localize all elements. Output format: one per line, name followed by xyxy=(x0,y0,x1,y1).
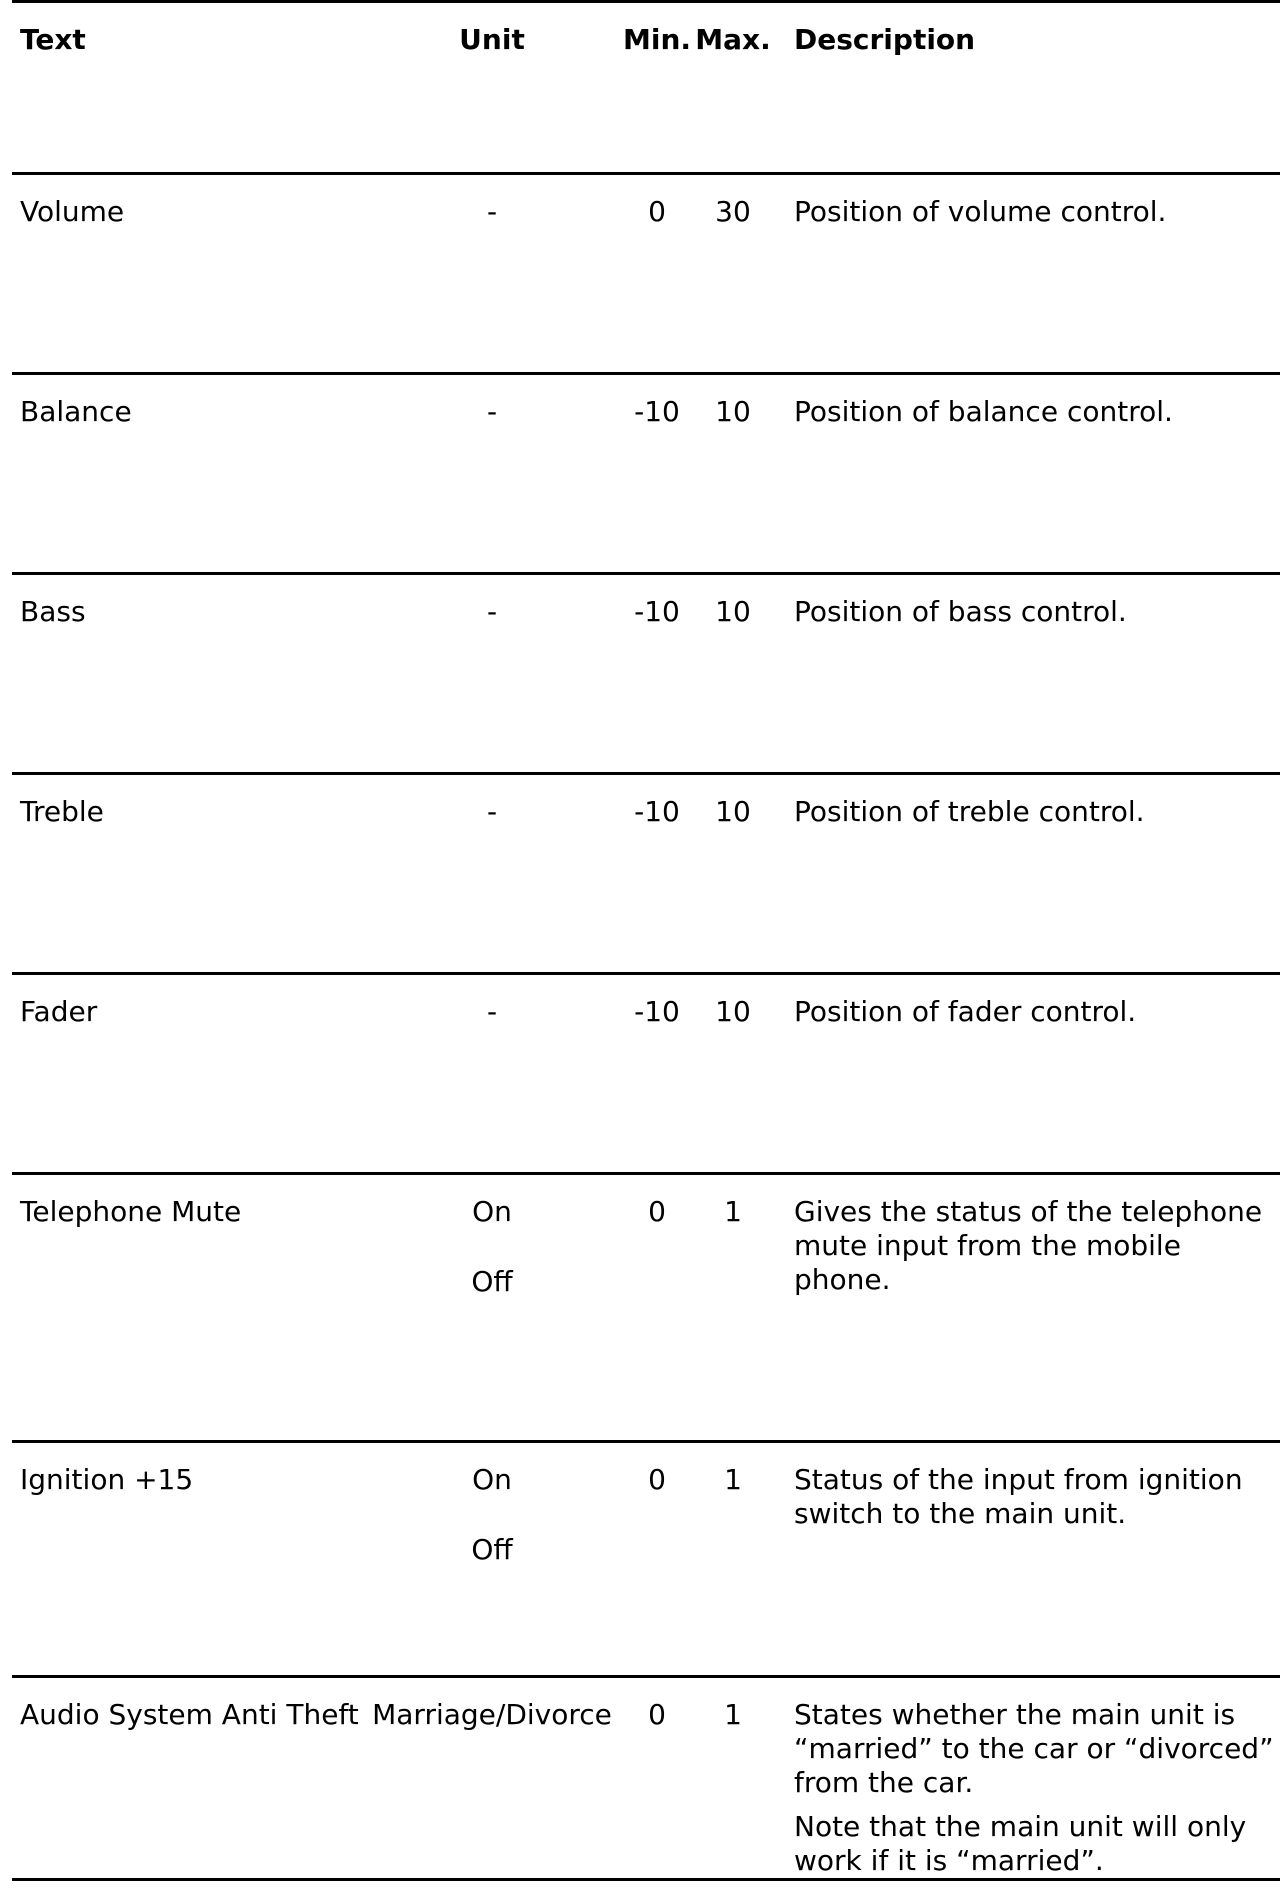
table-row xyxy=(12,174,1280,374)
cell-description xyxy=(774,1677,1280,1880)
document-page xyxy=(12,0,1272,1881)
description-text: Position of fader control. xyxy=(794,995,1137,1028)
cell-text: Bass xyxy=(20,595,86,628)
parameter-table xyxy=(12,0,1280,1881)
cell-min: -10 xyxy=(634,395,680,428)
unit-value: Off xyxy=(471,1533,513,1566)
cell-max: 1 xyxy=(724,1195,742,1228)
cell-unit xyxy=(362,1442,622,1677)
cell-max: 1 xyxy=(724,1698,742,1731)
cell-unit xyxy=(362,774,622,974)
header-unit: Unit xyxy=(459,23,525,56)
cell-text: Treble xyxy=(20,795,104,828)
table-row xyxy=(12,1442,1280,1677)
cell-min: 0 xyxy=(648,1195,666,1228)
table-row xyxy=(12,974,1280,1174)
cell-unit xyxy=(362,374,622,574)
description-text: Gives the status of the telephone mute input from the mobile phone. xyxy=(794,1195,1263,1296)
cell-unit xyxy=(362,574,622,774)
unit-value: On xyxy=(472,1195,512,1228)
table-header-row xyxy=(12,2,1280,174)
unit-value: - xyxy=(486,195,498,228)
cell-text: Telephone Mute xyxy=(20,1195,242,1228)
unit-value: - xyxy=(486,795,498,828)
cell-min: -10 xyxy=(634,995,680,1028)
cell-max: 30 xyxy=(715,195,751,228)
description-note: Note that the main unit will only work if it is “married”. xyxy=(794,1810,1247,1877)
unit-value: - xyxy=(486,995,498,1028)
header-text: Text xyxy=(20,23,86,56)
description-text: Position of balance control. xyxy=(794,395,1173,428)
header-description: Description xyxy=(794,23,976,56)
cell-min: 0 xyxy=(648,1698,666,1731)
cell-text: Fader xyxy=(20,995,98,1028)
cell-description xyxy=(774,574,1280,774)
cell-description xyxy=(774,174,1280,374)
unit-value: Off xyxy=(471,1265,513,1298)
header-max: Max. xyxy=(695,23,771,56)
cell-unit xyxy=(362,174,622,374)
unit-value: - xyxy=(486,395,498,428)
description-text: Position of bass control. xyxy=(794,595,1127,628)
cell-max: 10 xyxy=(715,995,751,1028)
description-text: Position of volume control. xyxy=(794,195,1167,228)
table-row xyxy=(12,574,1280,774)
cell-unit xyxy=(362,1174,622,1442)
unit-value: Marriage/Divorce xyxy=(372,1698,612,1731)
cell-max: 10 xyxy=(715,795,751,828)
header-min: Min. xyxy=(622,23,692,56)
cell-description xyxy=(774,1442,1280,1677)
cell-description xyxy=(774,1174,1280,1442)
table-row xyxy=(12,1174,1280,1442)
table-row xyxy=(12,774,1280,974)
cell-min: 0 xyxy=(648,195,666,228)
cell-description xyxy=(774,974,1280,1174)
description-text: Status of the input from ignition switch to the main unit. xyxy=(794,1463,1243,1530)
cell-min: 0 xyxy=(648,1463,666,1496)
unit-value: On xyxy=(472,1463,512,1496)
cell-description xyxy=(774,374,1280,574)
cell-text: Audio System Anti Theft xyxy=(20,1698,359,1731)
unit-value: - xyxy=(486,595,498,628)
cell-unit xyxy=(362,1677,622,1880)
cell-text: Ignition +15 xyxy=(20,1463,194,1496)
cell-max: 10 xyxy=(715,595,751,628)
description-text: States whether the main unit is “married” to the car or “divorced” from the car. xyxy=(794,1698,1274,1799)
cell-max: 1 xyxy=(724,1463,742,1496)
cell-max: 10 xyxy=(715,395,751,428)
cell-text: Volume xyxy=(20,195,125,228)
cell-min: -10 xyxy=(634,795,680,828)
cell-unit xyxy=(362,974,622,1174)
cell-description xyxy=(774,774,1280,974)
cell-min: -10 xyxy=(634,595,680,628)
table-row xyxy=(12,1677,1280,1880)
table-row xyxy=(12,374,1280,574)
cell-text: Balance xyxy=(20,395,132,428)
description-text: Position of treble control. xyxy=(794,795,1145,828)
